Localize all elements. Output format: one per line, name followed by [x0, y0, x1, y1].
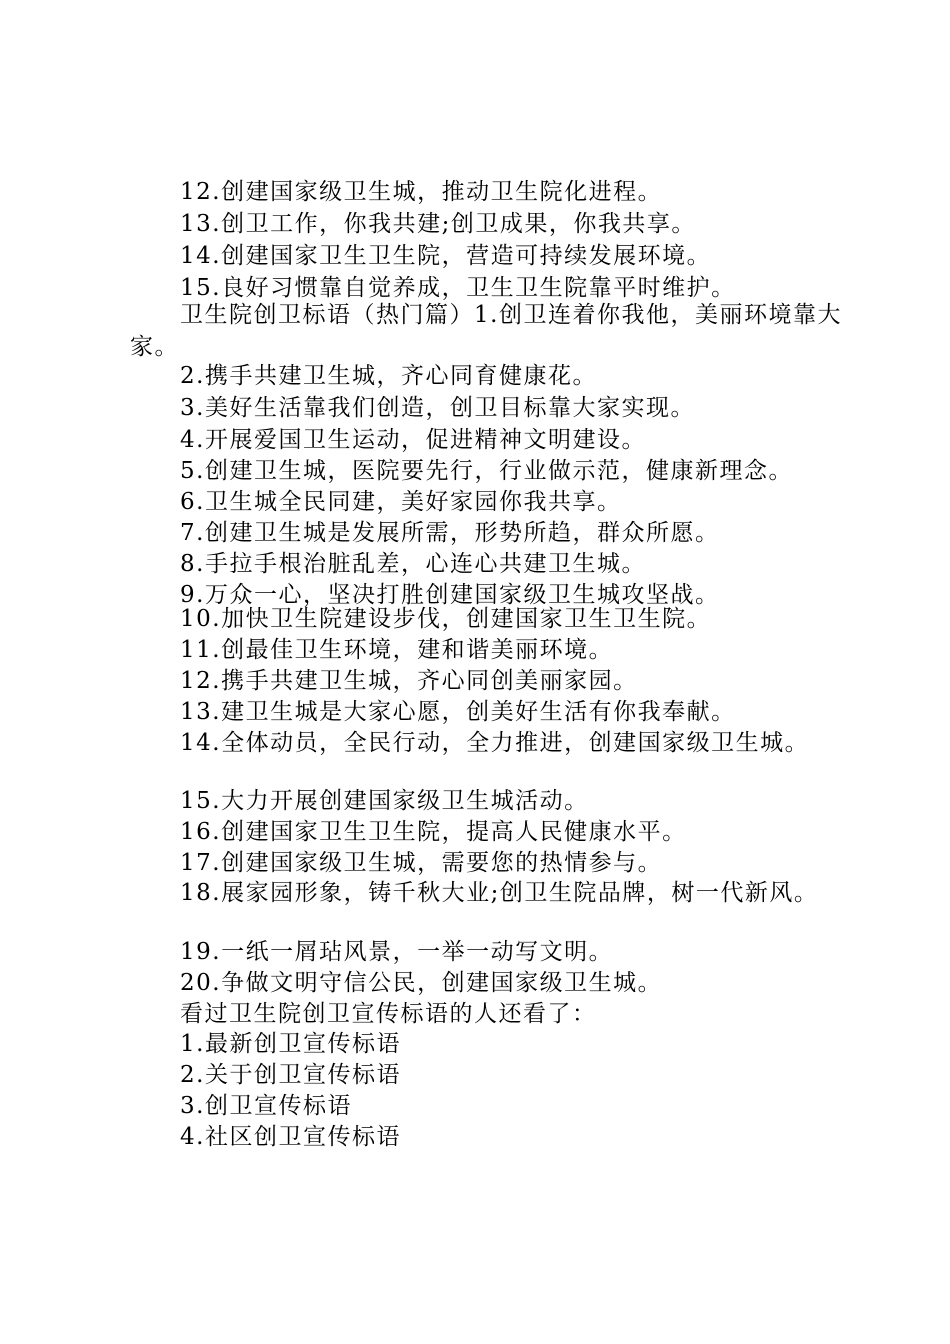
slogan-line: 18.展家园形象，铸千秋大业;创卫生院品牌，树一代新风。: [180, 880, 819, 906]
slogan-line: 13.建卫生城是大家心愿，创美好生活有你我奉献。: [180, 699, 736, 725]
related-link[interactable]: 3.创卫宣传标语: [180, 1093, 352, 1119]
slogan-line: 15.良好习惯靠自觉养成，卫生卫生院靠平时维护。: [180, 275, 736, 301]
slogan-line: 4.开展爱国卫生运动，促进精神文明建设。: [180, 427, 646, 453]
slogan-line: 6.卫生城全民同建，美好家园你我共享。: [180, 489, 622, 515]
slogan-line: 2.携手共建卫生城，齐心同育健康花。: [180, 363, 597, 389]
slogan-line: 17.创建国家级卫生城，需要您的热情参与。: [180, 850, 663, 876]
related-heading: 看过卫生院创卫宣传标语的人还看了：: [180, 1001, 597, 1027]
related-link[interactable]: 1.最新创卫宣传标语: [180, 1031, 401, 1057]
slogan-line: 16.创建国家卫生卫生院，提高人民健康水平。: [180, 819, 687, 845]
slogan-line: 7.创建卫生城是发展所需，形势所趋，群众所愿。: [180, 520, 720, 546]
slogan-line: 8.手拉手根治脏乱差，心连心共建卫生城。: [180, 551, 646, 577]
slogan-line: 14.创建国家卫生卫生院，营造可持续发展环境。: [180, 243, 712, 269]
slogan-line: 20.争做文明守信公民，创建国家级卫生城。: [180, 970, 663, 996]
slogan-line: 19.一纸一屑玷风景，一举一动写文明。: [180, 939, 614, 965]
slogan-line: 11.创最佳卫生环境，建和谐美丽环境。: [180, 637, 614, 663]
slogan-line: 12.创建国家级卫生城，推动卫生院化进程。: [180, 179, 663, 205]
slogan-line: 13.创卫工作，你我共建;创卫成果，你我共享。: [180, 211, 696, 237]
related-link[interactable]: 2.关于创卫宣传标语: [180, 1062, 401, 1088]
slogan-line: 9.万众一心，坚决打胜创建国家级卫生城攻坚战。: [180, 582, 720, 608]
slogan-line: 15.大力开展创建国家级卫生城活动。: [180, 788, 589, 814]
section-heading: 卫生院创卫标语（热门篇）1.创卫连着你我他，美丽环境靠大家。: [130, 302, 842, 360]
slogan-line: 3.美好生活靠我们创造，创卫目标靠大家实现。: [180, 395, 695, 421]
related-link[interactable]: 4.社区创卫宣传标语: [180, 1124, 401, 1150]
slogan-line: 5.创建卫生城，医院要先行，行业做示范，健康新理念。: [180, 458, 793, 484]
slogan-line: 14.全体动员，全民行动，全力推进，创建国家级卫生城。: [180, 730, 810, 756]
slogan-line: 12.携手共建卫生城，齐心同创美丽家园。: [180, 668, 638, 694]
slogan-line: 10.加快卫生院建设步伐，创建国家卫生卫生院。: [180, 606, 712, 632]
